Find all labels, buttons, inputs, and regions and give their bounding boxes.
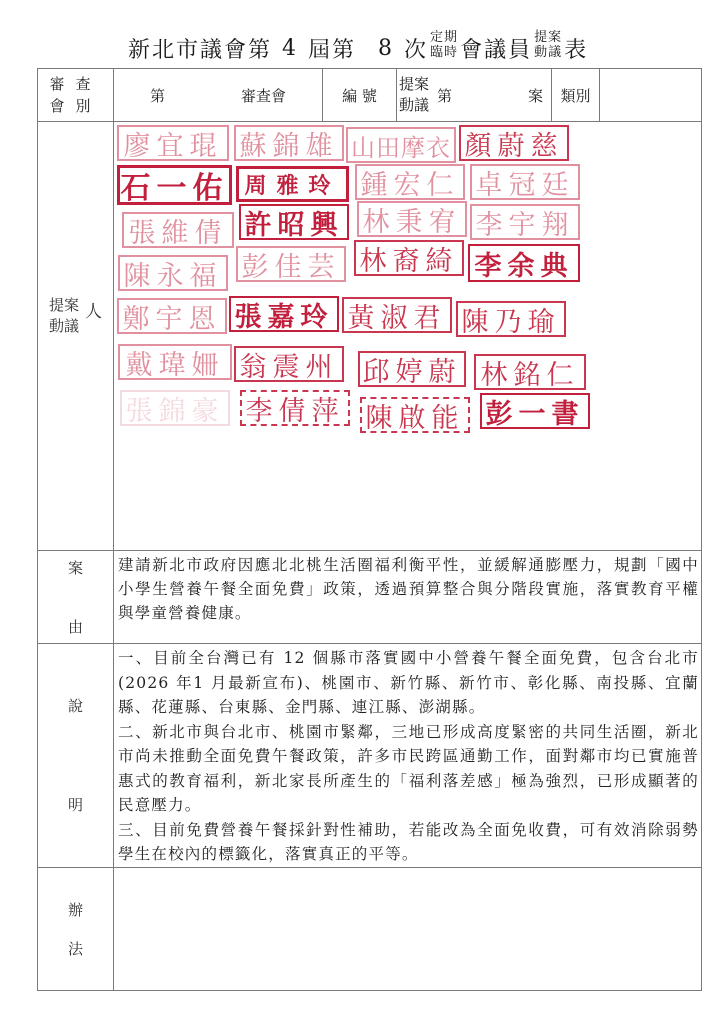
term-number: 4 xyxy=(282,35,299,61)
signature-stamp: 李宇翔 xyxy=(470,204,580,240)
proposer-label-bottom: 動議 xyxy=(48,317,79,335)
number-label: 編 號 xyxy=(342,86,377,105)
category-value-field[interactable] xyxy=(600,69,702,122)
signature-stamp: 卓冠廷 xyxy=(470,164,580,200)
signature-stamp: 山田摩衣 xyxy=(346,127,456,163)
explanation-item-1: 一、目前全台灣已有 12 個縣市落實國中小營養午餐全面免費，包含台北市(2026 年1 月最新宣布)、桃園市、新竹縣、新竹市、彰化縣、南投縣、宜蘭縣、花蓮縣、台東縣、金門縣、連江縣、澎湖縣。 xyxy=(118,649,699,716)
case-suffix: 案 xyxy=(527,86,543,105)
method-label-cell xyxy=(38,867,114,990)
meeting-suffix: 審查會 xyxy=(240,86,286,105)
explanation-item-3: 三、目前免費營養午餐採針對性補助，若能改為全面免收費，可有效消除弱勢學生在校內的標籤化，落實真正的平等。 xyxy=(118,820,699,863)
title-prefix: 新北市議會第 xyxy=(128,37,273,63)
category-label-cell xyxy=(552,69,600,122)
signature-stamp: 林秉宥 xyxy=(357,201,467,237)
signature-stamp: 黃淑君 xyxy=(342,297,452,333)
signature-stamp: 彭一書 xyxy=(480,393,590,429)
reason-text: 建請新北市政府因應北北桃生活圈福利衡平性，並緩解通膨壓力，規劃「國中小學生營養午餐全面免費」政策，透過預算整合與分階段實施，落實教育平權與學童營養健康。 xyxy=(114,551,702,644)
signature-stamps-area xyxy=(114,122,702,551)
signature-stamp: 陳永福 xyxy=(118,255,228,291)
case-prefix: 第 xyxy=(437,86,453,105)
signature-stamp: 彭佳芸 xyxy=(236,246,346,282)
proposer-label-side: 人 xyxy=(85,301,102,322)
proposer-label-cell xyxy=(38,122,114,551)
method-label-char: 辦 xyxy=(67,900,83,919)
explanation-label-char: 說 xyxy=(67,697,83,716)
document-title xyxy=(128,28,588,68)
label-char: 審 xyxy=(49,75,65,93)
signature-stamp: 廖宜琨 xyxy=(117,125,229,161)
proposer-label xyxy=(49,295,79,337)
signature-stamp: 李余典 xyxy=(468,244,580,282)
signature-stamp: 林裔綺 xyxy=(354,240,464,276)
doc-type xyxy=(534,30,562,60)
proposer-row xyxy=(38,122,702,551)
reason-label-char: 由 xyxy=(67,618,83,636)
signature-stamp: 石一佑 xyxy=(117,165,232,205)
signature-stamp: 林銘仁 xyxy=(474,354,586,390)
session-type xyxy=(430,30,458,60)
reason-label-cell xyxy=(38,551,114,644)
signature-stamp: 顏蔚慈 xyxy=(459,125,569,161)
explanation-row xyxy=(38,644,702,868)
signature-stamp: 邱婷蔚 xyxy=(358,351,466,387)
session-number: 8 xyxy=(378,35,395,61)
proposal-bottom: 動議 xyxy=(399,96,430,114)
explanation-label-char: 明 xyxy=(67,796,83,815)
signature-stamp: 周雅玲 xyxy=(236,166,349,202)
signature-stamp: 陳啟能 xyxy=(360,397,470,433)
review-meeting-field[interactable] xyxy=(114,69,323,122)
method-label-char: 法 xyxy=(67,939,83,958)
explanation-label-cell xyxy=(38,644,114,868)
meeting-prefix: 第 xyxy=(150,86,166,105)
signature-stamp: 鍾宏仁 xyxy=(355,164,465,200)
explanation-text xyxy=(114,644,702,868)
proposal-case-field[interactable] xyxy=(397,69,552,122)
signature-stamp: 鄭宇恩 xyxy=(117,298,227,334)
category-label: 類別 xyxy=(560,86,591,105)
label-char: 會 xyxy=(49,97,65,115)
session-suffix: 次 xyxy=(404,37,429,63)
review-group-label-cell xyxy=(38,69,114,122)
label-char: 查 xyxy=(75,75,91,93)
signature-stamp: 張錦豪 xyxy=(120,390,230,426)
session-type-regular: 定期 xyxy=(430,30,459,45)
signature-stamp: 陳乃瑜 xyxy=(456,301,566,337)
proposal-motion-label xyxy=(399,74,429,116)
signature-stamp: 蘇錦雄 xyxy=(234,125,344,161)
method-text-field[interactable] xyxy=(114,867,702,990)
proposer-label-top: 提案 xyxy=(48,296,79,314)
title-middle: 會議員 xyxy=(460,37,533,63)
explanation-item-2: 二、新北市與台北市、桃園市緊鄰，三地已形成高度緊密的共同生活圈，新北市尚未推動全面免費午餐政策，許多市民跨區通勤工作，面對鄰市均已實施普惠式的教育福利，新北家長所產生的「福利落差感」極為強烈，已形成顯著的民意壓力。 xyxy=(118,722,699,814)
label-char: 別 xyxy=(75,97,91,115)
method-row xyxy=(38,867,702,990)
signature-stamp: 李倩萍 xyxy=(240,390,350,426)
signature-stamp: 翁震州 xyxy=(234,346,344,382)
signature-stamp: 戴瑋姍 xyxy=(118,344,232,380)
number-label-cell xyxy=(323,69,397,122)
term-suffix: 屆第 xyxy=(308,37,357,63)
reason-row xyxy=(38,551,702,644)
signature-stamp: 張維倩 xyxy=(122,212,234,248)
doc-type-proposal: 提案 xyxy=(534,30,563,45)
title-suffix: 表 xyxy=(564,37,589,63)
signature-stamp: 張嘉玲 xyxy=(229,296,339,332)
proposal-form-table xyxy=(37,68,702,991)
signature-stamp: 許昭興 xyxy=(239,204,349,240)
header-row xyxy=(38,69,702,122)
reason-label-char: 案 xyxy=(67,559,83,577)
proposal-top: 提案 xyxy=(399,75,430,93)
session-type-extraordinary: 臨時 xyxy=(430,45,459,60)
doc-type-motion: 動議 xyxy=(534,45,563,60)
